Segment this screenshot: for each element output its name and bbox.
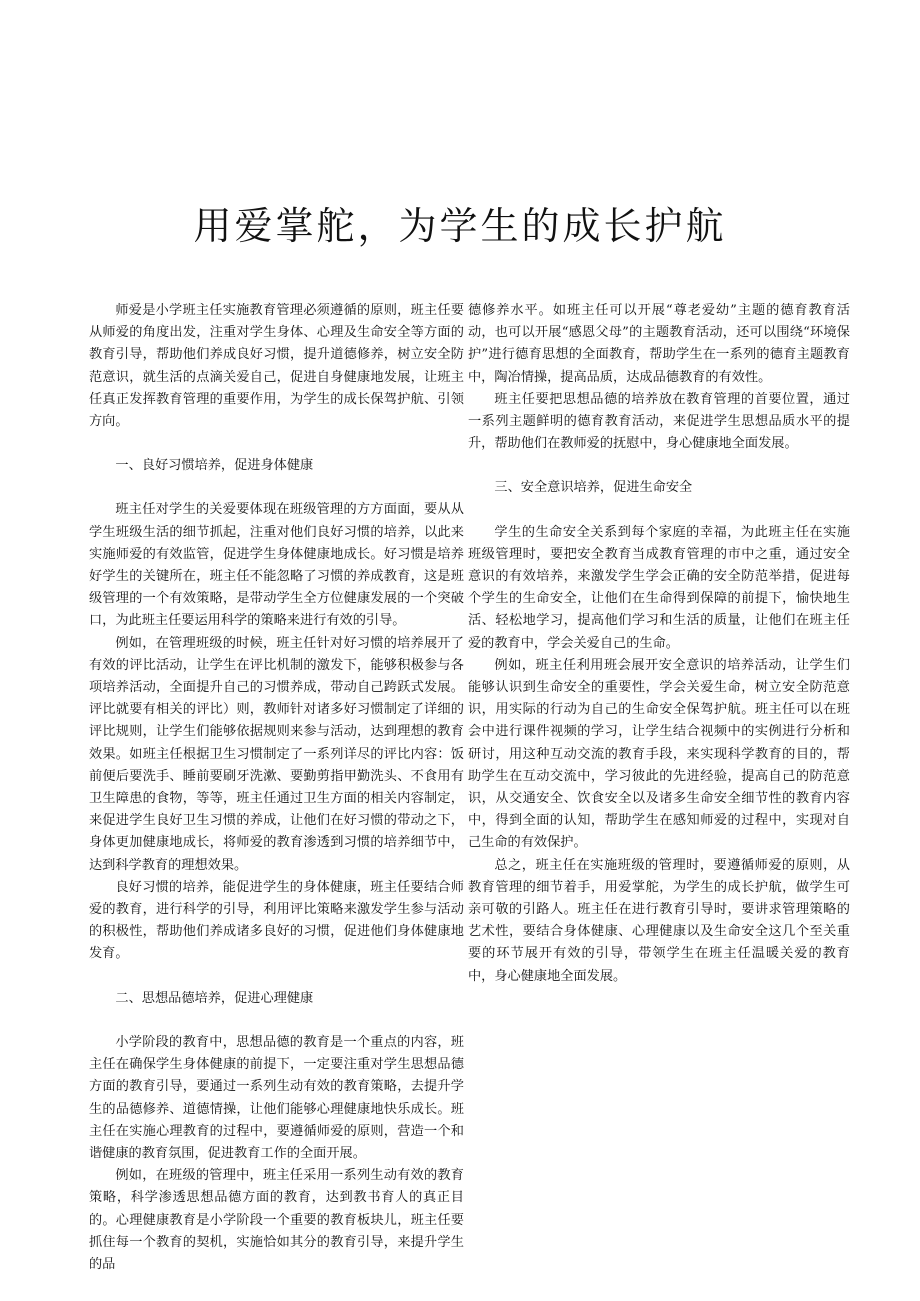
section-heading-1: 一、良好习惯培养，促进身体健康 [115,458,314,474]
paragraph: 例如，班主任利用班会展开安全意识的培养活动，让学生们能够认识到生命安全的重要性，学会关爱生命，树立安全防范意识，用实际的行动为自己的生命安全保驾护航。班主任可以在班会中进行课件视频的学习，让学生结合视频中的实例进行分析和研讨，用这种互动交流的教育手段，来实现科学教育的目的，帮助学生在互动交流中，学习彼此的先进经验，提高自己的防范意识，从交通安全、饮食安全以及诸多生命安全细节性的教育内容中，得到全面的认知，帮助学生在感知师爱的过程中，实现对自己生命的有效保护。 [468,657,850,851]
paragraph: 良好习惯的培养，能促进学生的身体健康，班主任要结合师爱的教育，进行科学的引导，利用评比策略来激发学生参与活动的积极性，帮助他们养成诸多良好的习惯，促进他们身体健康地发育。 [89,879,464,962]
paragraph-continued: 德修养水平。如班主任可以开展“尊老爱幼”主题的德育教育活动，也可以开展“感恩父母”的主题教育活动，还可以围绕“环境保护”进行德育思想的全面教育，帮助学生在一系列的德育主题教育中，陶冶情操，提高品质，达成品德教育的有效性。 [468,303,850,385]
paragraph: 例如，在班级的管理中，班主任采用一系列生动有效的教育策略，科学渗透思想品德方面的教育，达到教书育人的真正目的。心理健康教育是小学阶段一个重要的教育板块儿，班主任要抓住每一个教育的契机，实施恰如其分的教育引导，来提升学生的品 [89,1168,464,1272]
page-title: 用爱掌舵，为学生的成长护航 [193,204,727,248]
right-column [468,300,850,988]
section-heading-3: 三、安全意识培养，促进生命安全 [494,480,693,496]
paragraph: 班主任要把思想品德的培养放在教育管理的首要位置，通过一系列主题鲜明的德育教育活动，来促进学生思想品质水平的提升，帮助他们在教师爱的抚慰中，身心健康地全面发展。 [468,391,850,452]
paragraph: 例如，在管理班级的时候，班主任针对好习惯的培养展开了有效的评比活动，让学生在评比机制的激发下，能够积极参与各项培养活动，全面提升自己的习惯养成，带动自己跨跃式发展。评比就要有相关的评比）则，教师针对诸多好习惯制定了详细的评比规则，让学生们能够依据规则来参与活动，达到理想的教育效果。如班主任根据卫生习惯制定了一系列详尽的评比内容：饭前便后要洗手、睡前要刷牙洗漱、要勤剪指甲勤洗头、不食用有卫生障患的食物，等等，班主任通过卫生方面的相关内容制定，来促进学生良好卫生习惯的养成，让他们在好习惯的带动之下，身体更加健康地成长，将师爱的教育渗透到习惯的培养细节中，达到科学教育的理想效果。 [89,635,464,873]
paragraph: 学生的生命安全关系到每个家庭的幸福，为此班主任在实施班级管理时，要把安全教育当成教育管理的市中之重，通过安全意识的有效培养，来激发学生学会正确的安全防范举措，促进每个学生的生命安全，让他们在生命得到保障的前提下，愉快地生活、轻松地学习，提高他们学习和生活的质量，让他们在班主任爱的教育中，学会关爱自己的生命。 [468,524,850,651]
paragraph: 班主任对学生的关爱要体现在班级管理的方方面面，要从从学生班级生活的细节抓起，注重对他们良好习惯的培养，以此来实施师爱的有效监管，促进学生身体健康地成长。好习惯是培养好学生的关键所在，班主任不能忽略了习惯的养成教育，这是班级管理的一个有效策略，是带动学生全方位健康发展的一个突破口，为此班主任要运用科学的策略来进行有效的引导。 [89,502,464,629]
paragraph: 师爱是小学班主任实施教育管理必须遵循的原则，班主任要从师爱的角度出发，注重对学生身体、心理及生命安全等方面的教育引导，帮助他们养成良好习惯，提升道德修养，树立安全防范意识，就生活的点滴关爱自己，促进自身健康地发展，让班主任真正发挥教育管理的重要作用，为学生的成长保驾护航、引领方向。 [89,303,464,430]
paragraph: 总之，班主任在实施班级的管理时，要遵循师爱的原则，从教育管理的细节着手，用爱掌舵，为学生的成长护航，做学生可亲可敬的引路人。班主任在进行教育引导时，要讲求管理策略的艺术性，要结合身体健康、心理健康以及生命安全这几个至关重要的环节展开有效的引导，带领学生在班主任温暖关爱的教育中，身心健康地全面发展。 [468,857,850,984]
paragraph: 小学阶段的教育中，思想品德的教育是一个重点的内容，班主任在确保学生身体健康的前提下，一定要注重对学生思想品德方面的教育引导，要通过一系列生动有效的教育策略，去提升学生的品德修养、道德情操，让他们能够心理健康地快乐成长。班主任在实施心理教育的过程中，要遵循师爱的原则，营造一个和谐健康的教育氛围，促进教育工作的全面开展。 [89,1034,464,1161]
section-heading-2: 二、思想品德培养，促进心理健康 [115,990,314,1006]
left-column [89,300,464,1276]
